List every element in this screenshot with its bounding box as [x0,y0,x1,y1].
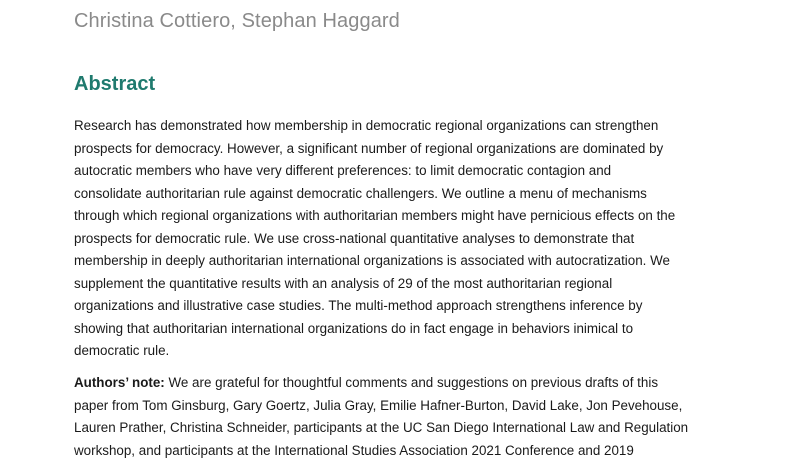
abstract-line: supplement the quantitative results with an analysis of 29 of the most authoritarian regional [74,273,734,296]
authors-note-line [74,372,734,395]
abstract-body [74,115,734,363]
authors-note-line: workshop, and participants at the International Studies Association 2021 Conference and 2019 [74,440,734,462]
abstract-line: prospects for democracy. However, a significant number of regional organizations are dominated by [74,138,734,161]
authors-note-first-line: We are grateful for thoughtful comments and suggestions on previous drafts of this [165,375,658,390]
authors-note-line: Lauren Prather, Christina Schneider, participants at the UC San Diego International Law and Regulation [74,417,734,440]
abstract-heading: Abstract [74,73,155,96]
abstract-line: membership in deeply authoritarian international organizations is associated with autocratization. We [74,250,734,273]
abstract-line: Research has demonstrated how membership in democratic regional organizations can strengthen [74,115,734,138]
abstract-line: organizations and illustrative case studies. The multi-method approach strengthens inference by [74,295,734,318]
abstract-line: showing that authoritarian international organizations do in fact engage in behaviors inimical to [74,318,734,341]
author-names: Christina Cottiero, Stephan Haggard [74,10,400,33]
abstract-line: through which regional organizations with authoritarian members might have pernicious effects on the [74,205,734,228]
authors-note-line: paper from Tom Ginsburg, Gary Goertz, Julia Gray, Emilie Hafner-Burton, David Lake, Jon Pevehouse, [74,395,734,418]
authors-note [74,372,734,462]
authors-note-label: Authors’ note: [74,375,165,390]
abstract-line: prospects for democratic rule. We use cross-national quantitative analyses to demonstrate that [74,228,734,251]
abstract-line: autocratic members who have very different preferences: to limit democratic contagion and [74,160,734,183]
abstract-line: consolidate authoritarian rule against democratic challengers. We outline a menu of mechanisms [74,183,734,206]
abstract-line: democratic rule. [74,340,734,363]
